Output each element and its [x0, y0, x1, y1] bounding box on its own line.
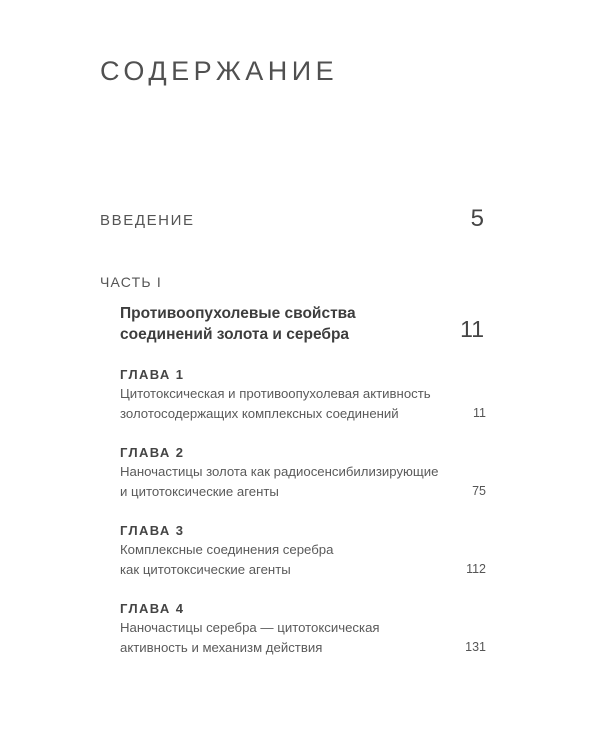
chapter-label: ГЛАВА 4 — [120, 601, 185, 616]
chapter-title-line: Наночастицы золота как радиосенсибилизирующие — [120, 464, 439, 479]
chapter-label: ГЛАВА 2 — [120, 445, 185, 460]
chapter-title-line: золотосодержащих комплексных соединений — [120, 405, 399, 421]
chapter-page-number: 112 — [466, 561, 486, 576]
toc-part-label: ЧАСТЬ I — [100, 274, 162, 290]
chapter-page-number: 75 — [472, 483, 486, 498]
chapter-title-line: Наночастицы серебра — цитотоксическая — [120, 620, 380, 635]
page-title: СОДЕРЖАНИЕ — [100, 56, 339, 86]
chapter-title-line: Цитотоксическая и противоопухолевая активность — [120, 386, 431, 401]
chapter-title-line: и цитотоксические агенты — [120, 483, 279, 499]
chapter-title-line: активность и механизм действия — [120, 639, 323, 655]
chapter-page-number: 131 — [465, 639, 486, 654]
chapter-label: ГЛАВА 3 — [120, 523, 185, 538]
toc-chapter-4[interactable] — [120, 600, 486, 657]
chapter-label: ГЛАВА 1 — [120, 367, 185, 382]
toc-intro-label[interactable]: ВВЕДЕНИЕ — [100, 212, 195, 229]
chapter-title-line: Комплексные соединения серебра — [120, 542, 334, 557]
chapter-page-number: 11 — [473, 405, 486, 420]
toc-chapter-3[interactable] — [120, 522, 486, 579]
toc-intro-page-number: 5 — [470, 205, 484, 232]
toc-part-title-line: соединений золота и серебра — [120, 326, 350, 343]
toc-chapter-2[interactable] — [120, 444, 486, 501]
toc-part-title[interactable] — [120, 303, 420, 345]
toc-part-title-line: Противоопухолевые свойства — [120, 305, 356, 322]
chapter-title-line: как цитотоксические агенты — [120, 561, 291, 577]
toc-part-page-number: 11 — [460, 316, 484, 342]
toc-chapter-1[interactable] — [120, 366, 486, 423]
